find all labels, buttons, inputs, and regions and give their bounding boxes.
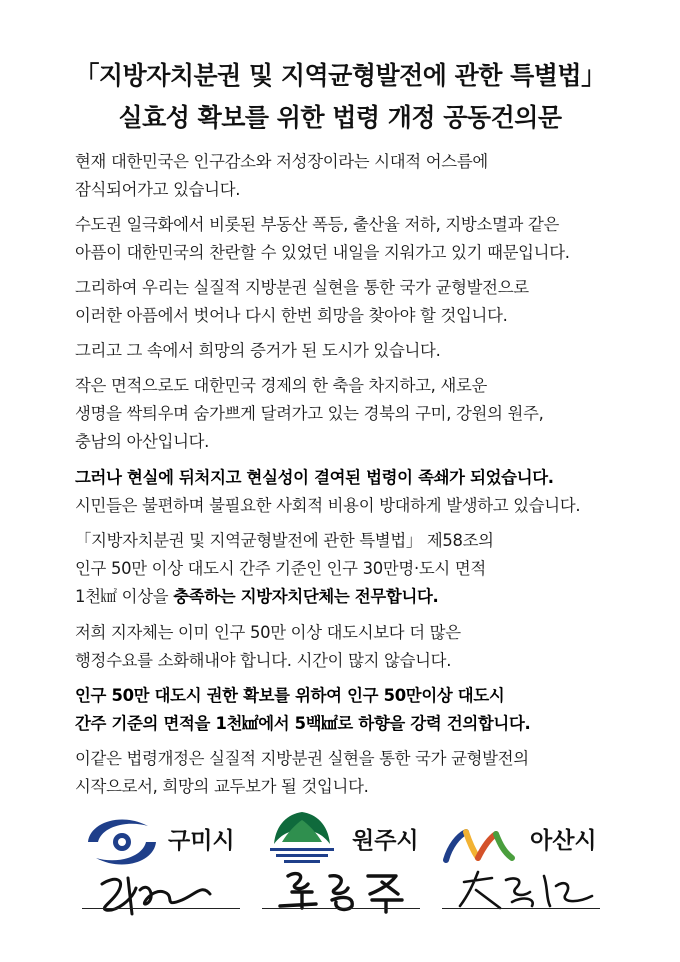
signature-line	[262, 908, 420, 909]
paragraph-line: 인구 50만 이상 대도시 간주 기준인 인구 30만명·도시 면적	[75, 559, 486, 578]
asan-emblem-icon	[440, 816, 520, 870]
document-title-line-2: 실효성 확보를 위한 법령 개정 공동건의문	[118, 103, 562, 132]
paragraph-8	[75, 619, 635, 675]
paragraph-7	[75, 527, 635, 611]
paragraph-line: 작은 면적으로도 대한민국 경제의 한 축을 차지하고, 새로운	[75, 376, 488, 395]
emphasized-line: 간주 기준의 면적을 1천㎢에서 5백㎢로 하향을 강력 건의합니다.	[75, 714, 531, 733]
paragraph-10	[75, 745, 635, 801]
paragraph-line: 충남의 아산입니다.	[75, 432, 210, 451]
signatory-city-gumi: 구미시	[168, 828, 235, 854]
document-title-line-1: 「지방자치분권 및 지역균형발전에 관한 특별법」	[74, 61, 606, 90]
signature-line	[82, 908, 240, 909]
signature-line	[442, 908, 600, 909]
gumi-emblem-icon	[82, 812, 162, 872]
gumi-signature	[92, 870, 242, 920]
paragraph-2	[75, 211, 635, 267]
paragraph-line: 저희 지자체는 이미 인구 50만 이상 대도시보다 더 많은	[75, 623, 461, 642]
emphasized-text: 충족하는 지방자치단체는 전무합니다.	[173, 587, 439, 606]
paragraph-line: 이러한 아픔에서 벗어나 다시 한번 희망을 찾아야 할 것입니다.	[75, 306, 508, 325]
paragraph-line: 생명을 싹틔우며 숨가쁘게 달려가고 있는 경북의 구미, 강원의 원주,	[75, 404, 544, 423]
wonju-emblem-icon	[262, 810, 342, 868]
paragraph-text: 1천㎢ 이상을	[75, 587, 174, 606]
paragraph-line: 수도권 일극화에서 비롯된 부동산 폭등, 출산율 저하, 지방소멸과 같은	[75, 215, 560, 234]
signatory-city-asan: 아산시	[530, 828, 597, 854]
paragraph-line-mixed	[75, 583, 635, 611]
signatory-city-wonju: 원주시	[352, 828, 419, 854]
emphasized-line: 그러나 현실에 뒤처지고 현실성이 결여된 법령이 족쇄가 되었습니다.	[75, 468, 554, 487]
paragraph-line: 그리하여 우리는 실질적 지방분권 실현을 통한 국가 균형발전으로	[75, 278, 529, 297]
emphasized-line: 인구 50만 대도시 권한 확보를 위하여 인구 50만이상 대도시	[75, 686, 505, 705]
paragraph-3	[75, 274, 635, 330]
paragraph-line: 아픔이 대한민국의 찬란할 수 있었던 내일을 지워가고 있기 때문입니다.	[75, 243, 570, 262]
paragraph-1	[75, 148, 635, 204]
paragraph-line: 이같은 법령개정은 실질적 지방분권 실현을 통한 국가 균형발전의	[75, 749, 529, 768]
paragraph-line: 시작으로서, 희망의 교두보가 될 것입니다.	[75, 777, 369, 796]
paragraph-line: 행정수요를 소화해내야 합니다. 시간이 많지 않습니다.	[75, 651, 452, 670]
paragraph-line: 그리고 그 속에서 희망의 증거가 된 도시가 있습니다.	[75, 341, 441, 360]
paragraph-line: 「지방자치분권 및 지역균형발전에 관한 특별법」 제58조의	[75, 531, 494, 550]
paragraph-4	[75, 337, 635, 365]
paragraph-line: 잠식되어가고 있습니다.	[75, 180, 241, 199]
paragraph-line: 현재 대한민국은 인구감소와 저성장이라는 시대적 어스름에	[75, 152, 488, 171]
paragraph-5	[75, 372, 635, 456]
paragraph-line: 시민들은 불편하며 불필요한 사회적 비용이 방대하게 발생하고 있습니다.	[75, 496, 581, 515]
paragraph-6	[75, 464, 635, 520]
paragraph-9	[75, 682, 635, 738]
